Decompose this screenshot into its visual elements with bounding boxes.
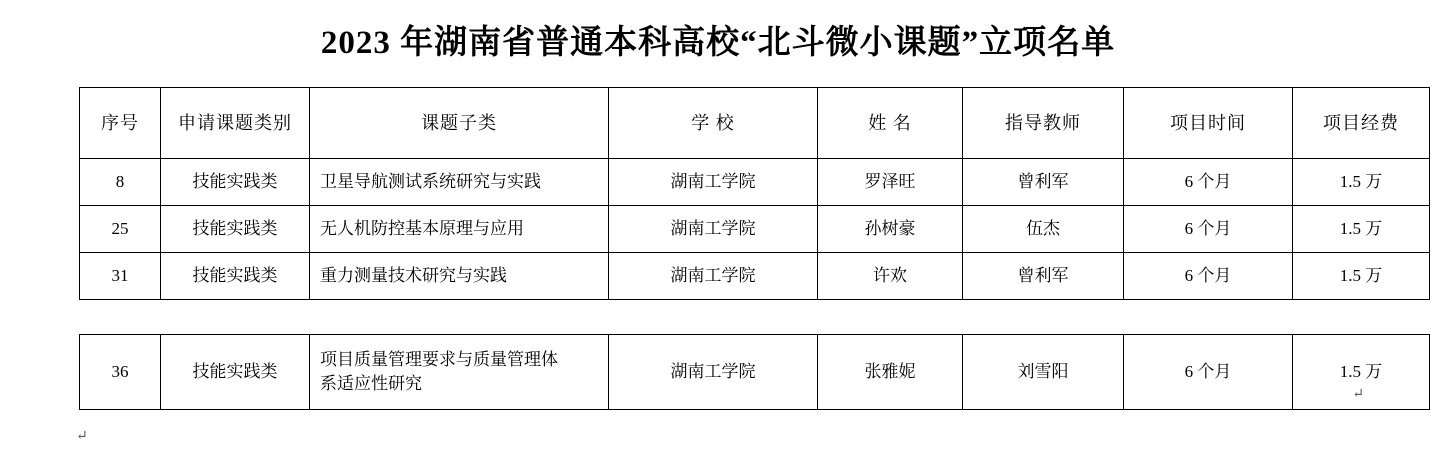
cell-category: 技能实践类 (161, 159, 310, 206)
table-header-row (80, 88, 1430, 159)
cell-name: 孙树豪 (818, 206, 963, 253)
cell-duration: 6 个月 (1124, 335, 1293, 410)
cell-teacher: 曾利军 (963, 253, 1124, 300)
header-cell-name: 姓 名 (818, 88, 963, 159)
cell-name: 罗泽旺 (818, 159, 963, 206)
cell-funding: 1.5 万 (1293, 159, 1430, 206)
cell-subtopic: 无人机防控基本原理与应用 (310, 206, 609, 253)
cell-school: 湖南工学院 (609, 335, 818, 410)
cell-no: 25 (80, 206, 161, 253)
table-row (80, 253, 1430, 300)
cell-teacher: 伍杰 (963, 206, 1124, 253)
header-cell-teacher: 指导教师 (963, 88, 1124, 159)
cell-category: 技能实践类 (161, 253, 310, 300)
header-cell-funding: 项目经费 (1293, 88, 1430, 159)
cell-category: 技能实践类 (161, 206, 310, 253)
header-cell-subtopic: 课题子类 (310, 88, 609, 159)
table-body (80, 159, 1430, 410)
project-list-table (79, 87, 1430, 410)
page-title: 2023 年湖南省普通本科高校“北斗微小课题”立项名单 (320, 25, 1116, 61)
table-page-break-gap (80, 300, 1430, 335)
cell-teacher: 曾利军 (963, 159, 1124, 206)
cell-no: 8 (80, 159, 161, 206)
cell-teacher: 刘雪阳 (963, 335, 1124, 410)
cell-no: 36 (80, 335, 161, 410)
cell-funding: 1.5 万 (1293, 253, 1430, 300)
cell-name: 张雅妮 (818, 335, 963, 410)
header-cell-category: 申请课题类别 (161, 88, 310, 159)
table-row (80, 159, 1430, 206)
table-row (80, 206, 1430, 253)
cell-school: 湖南工学院 (609, 206, 818, 253)
cell-duration: 6 个月 (1124, 206, 1293, 253)
cell-subtopic-line2: 系适应性研究 (320, 374, 422, 393)
cell-subtopic: 重力测量技术研究与实践 (310, 253, 609, 300)
cell-funding: 1.5 万 (1293, 335, 1430, 410)
cell-no: 31 (80, 253, 161, 300)
cell-duration: 6 个月 (1124, 159, 1293, 206)
cell-funding: 1.5 万 (1293, 206, 1430, 253)
cell-subtopic (310, 335, 609, 410)
paragraph-mark-bottom: ↵ (76, 429, 88, 444)
header-cell-duration: 项目时间 (1124, 88, 1293, 159)
cell-subtopic: 卫星导航测试系统研究与实践 (310, 159, 609, 206)
paragraph-mark-right: ↵ (1352, 387, 1364, 402)
table-row (80, 335, 1430, 410)
cell-name: 许欢 (818, 253, 963, 300)
header-cell-school: 学 校 (609, 88, 818, 159)
table-header (80, 88, 1430, 159)
cell-subtopic-line1: 项目质量管理要求与质量管理体 (320, 350, 558, 370)
cell-school: 湖南工学院 (609, 253, 818, 300)
header-cell-no: 序号 (80, 88, 161, 159)
table-container (79, 87, 1399, 410)
cell-category: 技能实践类 (161, 335, 310, 410)
cell-duration: 6 个月 (1124, 253, 1293, 300)
cell-school: 湖南工学院 (609, 159, 818, 206)
